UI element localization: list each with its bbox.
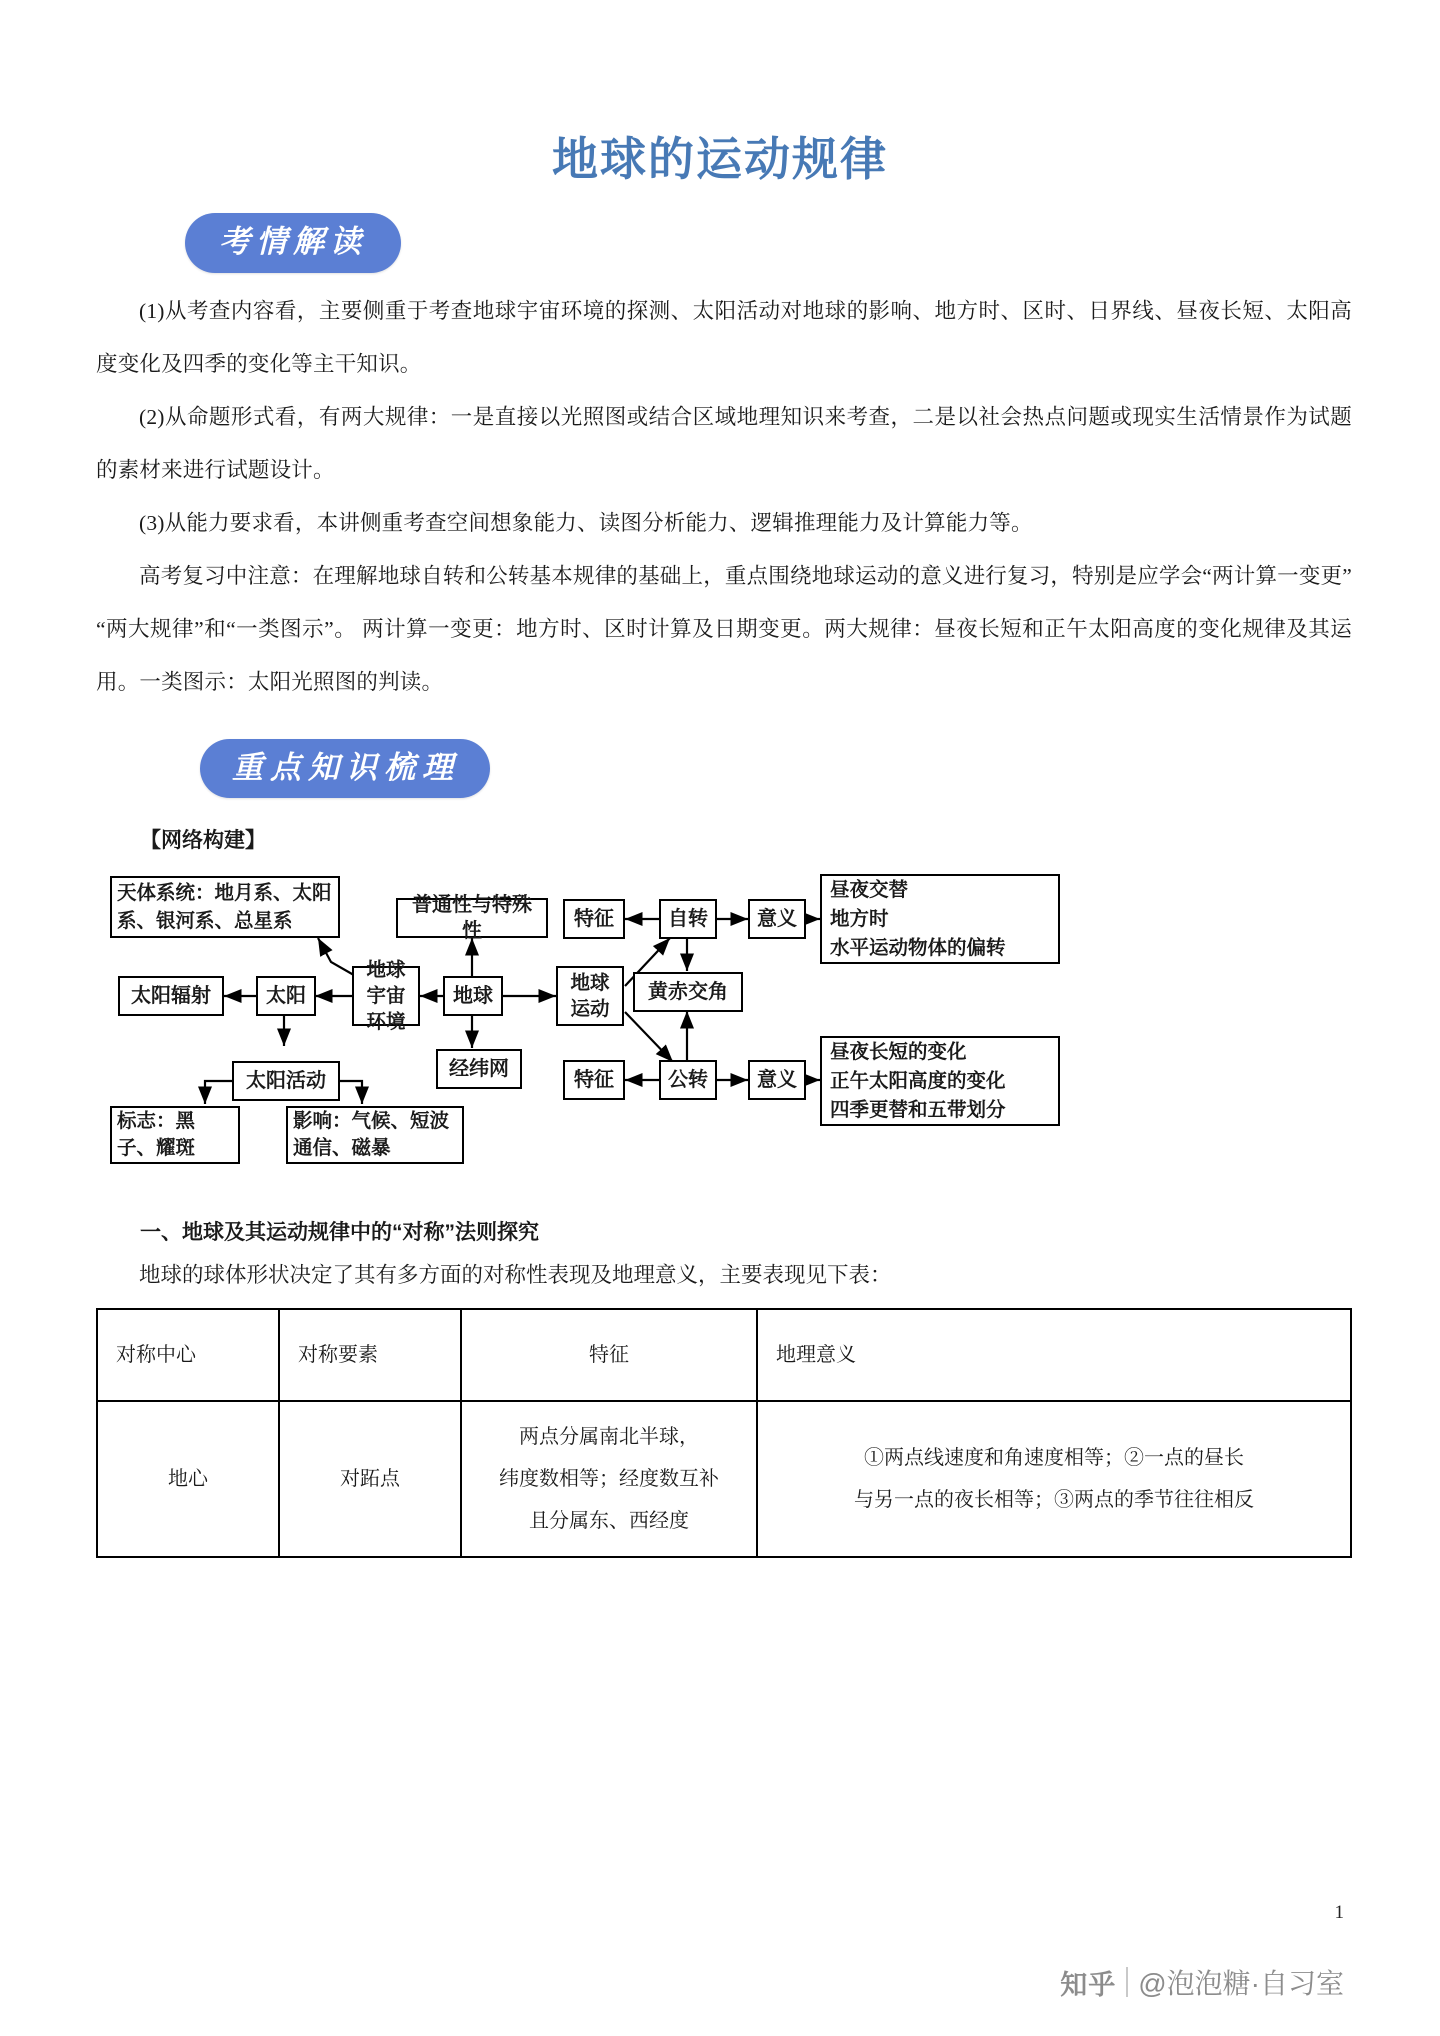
- node-sun-label: 太阳: [266, 985, 306, 1008]
- node-solar-activity: [232, 1061, 340, 1101]
- feature-line: 两点分属南北半球，: [519, 1426, 699, 1449]
- section-lead-text: 地球的球体形状决定了其有多方面的对称性表现及地理意义，主要表现见下表：: [139, 1263, 892, 1288]
- paragraph-2: (2)从命题形式看，有两大规律：一是直接以光照图或结合区域地理知识来考查，二是以社会热点问题或现实生活情景作为试题的素材来进行试题设计。: [96, 404, 1352, 482]
- feature-line: 纬度数相等；经度数互补: [499, 1468, 719, 1491]
- node-ecliptic-obliquity: [633, 972, 743, 1012]
- node-revolution-feature: [563, 1060, 625, 1100]
- zhihu-logo: 知乎: [1060, 1969, 1117, 2000]
- node-rotation-label: 自转: [668, 908, 708, 931]
- rotation-meaning-item: 水平运动物体的偏转: [830, 936, 1006, 959]
- paragraph-4: 高考复习中注意：在理解地球自转和公转基本规律的基础上，重点围绕地球运动的意义进行复习，特别是应学会“两计算一变更”“两大规律”和“一类图示”。 两计算一变更：地方时、区时计算及日期变更。两大规律：昼夜长短和正午太阳高度的变化规律及其运用。一类图示：太阳光照图的判读。: [96, 563, 1352, 694]
- knowledge-network-diagram: [0, 866, 1440, 1196]
- table-row: [97, 1401, 1351, 1557]
- node-solar-activity-label: 太阳活动: [246, 1070, 326, 1093]
- revolution-meaning-item: 昼夜长短的变化: [830, 1040, 967, 1063]
- node-celestial-system-label: 天体系统：地月系、太阳系、银河系、总星系: [117, 882, 332, 933]
- node-revolution: [659, 1060, 717, 1100]
- watermark: [1060, 1962, 1344, 2002]
- table-header-meaning: 地理意义: [757, 1309, 1351, 1401]
- feature-line: 且分属东、西经度: [529, 1510, 689, 1533]
- node-solar-activity-influence: [286, 1106, 464, 1164]
- page-number: 1: [1334, 1902, 1344, 1923]
- table-header-element: 对称要素: [279, 1309, 461, 1401]
- badge-zhongdian-zhishi-shuli: 重点知识梳理: [200, 739, 490, 799]
- section-title-symmetry: 一、地球及其运动规律中的“对称”法则探究: [140, 1221, 539, 1245]
- node-earth: [443, 976, 503, 1016]
- node-earth-motion: [556, 966, 624, 1026]
- node-solar-radiation-label: 太阳辐射: [131, 985, 211, 1008]
- symmetry-table-wrap: [0, 1308, 1440, 1558]
- watermark-author: @泡泡糖·自习室: [1138, 1968, 1344, 1999]
- node-rotation: [659, 899, 717, 939]
- node-latitude-longitude-grid-label: 经纬网: [449, 1058, 509, 1081]
- node-rotation-meaning-list: [820, 874, 1060, 964]
- node-rotation-meaning: [748, 899, 806, 939]
- node-earth-cosmic-environment-label: 地球宇宙环境: [366, 959, 406, 1034]
- node-revolution-feature-label: 特征: [574, 1069, 614, 1092]
- node-revolution-meaning: [748, 1060, 806, 1100]
- node-rotation-feature-label: 特征: [574, 908, 614, 931]
- meaning-line: 与另一点的夜长相等；③两点的季节往往相反: [854, 1489, 1254, 1512]
- node-earth-label: 地球: [453, 985, 493, 1008]
- node-earth-motion-label: 地球运动: [570, 972, 610, 1021]
- watermark-divider: [1126, 1967, 1128, 1997]
- node-ecliptic-obliquity-label: 黄赤交角: [648, 981, 728, 1004]
- rotation-meaning-item: 地方时: [830, 907, 889, 930]
- cell-meaning: [757, 1401, 1351, 1557]
- section-1-body: [0, 285, 1440, 709]
- paragraph-1: (1)从考查内容看，主要侧重于考查地球宇宙环境的探测、太阳活动对地球的影响、地方时、区时、日界线、昼夜长短、太阳高度变化及四季的变化等主干知识。: [96, 298, 1352, 376]
- cell-center-geocenter: 地心: [97, 1401, 279, 1557]
- node-celestial-system: [110, 876, 340, 938]
- section-badge-row-2: [0, 739, 1440, 799]
- table-header-feature: 特征: [461, 1309, 757, 1401]
- node-commonality-and-particularity: [396, 894, 548, 943]
- cell-feature: [461, 1401, 757, 1557]
- page-title: 地球的运动规律: [552, 133, 888, 185]
- node-revolution-meaning-list: [820, 1036, 1060, 1126]
- node-rotation-feature: [563, 899, 625, 939]
- section-badge-row-1: [0, 213, 1440, 273]
- node-revolution-label: 公转: [668, 1069, 708, 1092]
- symmetry-table: [96, 1308, 1352, 1558]
- subheading-network-construction: 【网络构建】: [140, 829, 266, 853]
- table-header-row: [97, 1309, 1351, 1401]
- node-sun: [256, 976, 316, 1016]
- badge-kaoqing-jiedu: 考情解读: [185, 213, 401, 273]
- node-solar-radiation: [118, 976, 224, 1016]
- node-latitude-longitude-grid: [436, 1049, 522, 1089]
- node-solar-activity-influence-label: 影响：气候、短波通信、磁暴: [293, 1110, 450, 1160]
- node-rotation-meaning-label: 意义: [757, 908, 797, 931]
- paragraph-3: (3)从能力要求看，本讲侧重考查空间想象能力、读图分析能力、逻辑推理能力及计算能力等。: [139, 510, 1033, 535]
- node-commonality-and-particularity-label: 普通性与特殊性: [412, 894, 532, 943]
- revolution-meaning-item: 正午太阳高度的变化: [830, 1069, 1006, 1092]
- revolution-meaning-item: 四季更替和五带划分: [830, 1098, 1006, 1121]
- node-solar-activity-markers-label: 标志：黑子、耀斑: [117, 1110, 196, 1160]
- meaning-line: ①两点线速度和角速度相等；②一点的昼长: [864, 1447, 1244, 1470]
- node-revolution-meaning-label: 意义: [757, 1069, 797, 1092]
- cell-element-antipode: 对跖点: [279, 1401, 461, 1557]
- rotation-meaning-item: 昼夜交替: [830, 878, 909, 901]
- table-header-center: 对称中心: [97, 1309, 279, 1401]
- node-solar-activity-markers: [110, 1106, 240, 1164]
- node-earth-cosmic-environment: [352, 959, 420, 1034]
